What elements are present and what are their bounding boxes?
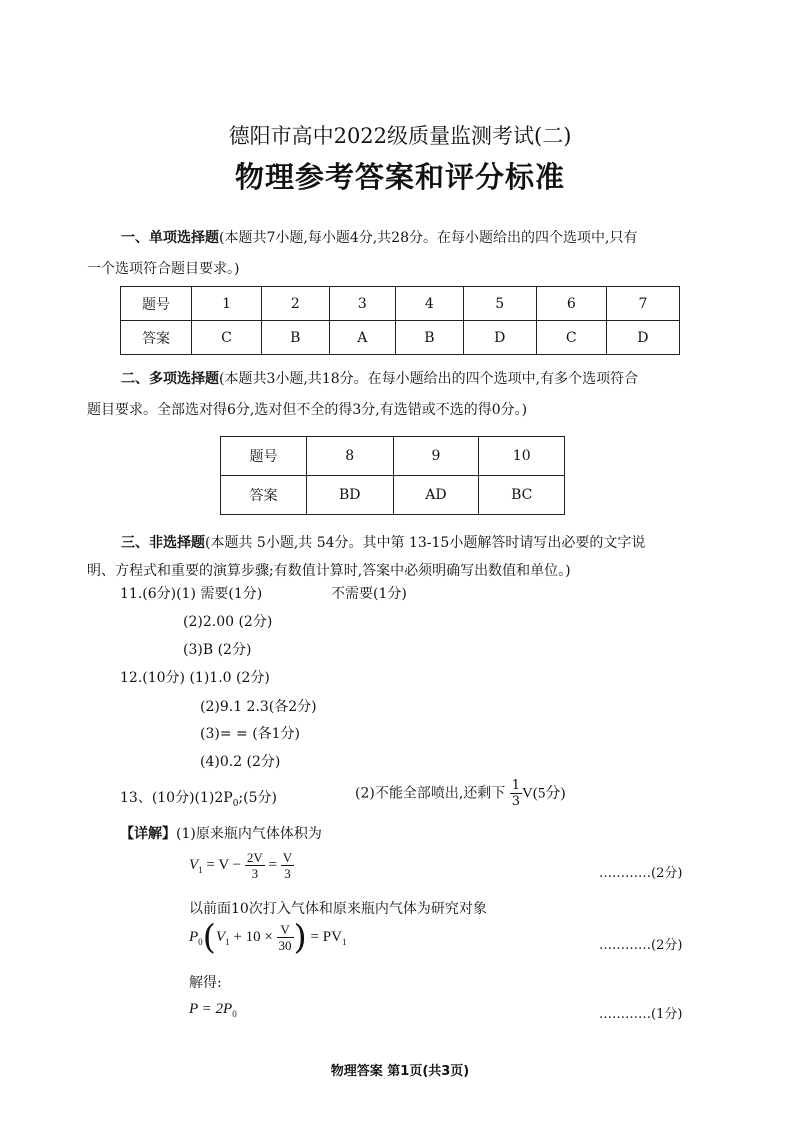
table-cell: 7 xyxy=(606,287,679,321)
table-cell: 5 xyxy=(463,287,536,321)
section1-heading: 一、单项选择题 xyxy=(121,230,219,246)
score-mark-1: …………(2分) xyxy=(599,866,683,881)
q12-line2: (2)9.1 2.3(各2分) xyxy=(200,699,317,715)
table-row xyxy=(121,321,680,355)
score-mark-2: …………(2分) xyxy=(599,938,683,953)
q12-line3: (3)= = (各1分) xyxy=(200,726,301,742)
section2-line1: (本题共3小题,共18分。在每小题给出的四个选项中,有多个选项符合 xyxy=(219,371,639,387)
q11-line2: (2)2.00 (2分) xyxy=(183,614,273,630)
right-paren: ) xyxy=(293,917,307,958)
table-header-cell: 题号 xyxy=(121,287,192,321)
table-cell: 8 xyxy=(307,437,394,476)
section2-heading: 二、多项选择题 xyxy=(121,371,219,387)
table-cell: C xyxy=(536,321,606,355)
score-mark-3: …………(1分) xyxy=(599,1007,683,1022)
equation-3: $P = 2P_0$ xyxy=(189,1001,237,1019)
page-footer: 物理答案 第1页(共3页) xyxy=(330,1064,470,1079)
q13-text2: 以前面10次打入气体和原来瓶内气体为研究对象 xyxy=(189,901,487,917)
table-row xyxy=(221,476,565,515)
table-cell: 4 xyxy=(396,287,464,321)
q13-part1: 13、(10分)$(1)2P_0;(5$分) xyxy=(120,790,278,809)
table-cell: 9 xyxy=(393,437,479,476)
table-cell: 1 xyxy=(192,287,262,321)
table-cell: 10 xyxy=(479,437,565,476)
q11-line1: 11.(6分)(1) 需要(1分) xyxy=(120,586,263,602)
table-cell: A xyxy=(329,321,396,355)
fraction: $\frac{V}{30}$ xyxy=(278,922,292,953)
table-cell: B xyxy=(396,321,464,355)
table-cell: B xyxy=(262,321,330,355)
table-cell: BD xyxy=(307,476,394,515)
table-header-cell: 题号 xyxy=(221,437,307,476)
q11-line1b: 不需要(1分) xyxy=(331,586,407,602)
section1-intro xyxy=(121,223,637,254)
section1-line2: 一个选项符合题目要求。) xyxy=(87,261,240,277)
q12-line4: (4)0.2 (2分) xyxy=(200,754,281,770)
section3-heading: 三、非选择题 xyxy=(121,535,205,551)
q11-line3: (3)B (2分) xyxy=(183,642,252,658)
q13-text3: 解得: xyxy=(189,975,222,991)
q12-line1: 12.(10分) (1)1.0 (2分) xyxy=(120,670,270,686)
fraction: $\frac{1}{3}$ xyxy=(511,778,521,809)
answer-table-multi xyxy=(220,436,565,515)
fraction: $\frac{2V}{3}$ xyxy=(246,850,263,881)
table-cell: D xyxy=(606,321,679,355)
table-cell: C xyxy=(192,321,262,355)
document-subtitle: 物理参考答案和评分标准 xyxy=(234,160,565,194)
q13-detail: 【详解】(1)原来瓶内气体体积为 xyxy=(120,826,322,842)
q13-part2: (2)不能全部喷出,还剩下 $\frac{1}{3}$ V(5分) xyxy=(355,778,566,809)
equation-2: $P_0(V_1 + 10$ × $\frac{V}{30}$ ) = $PV_1$ xyxy=(189,917,347,958)
table-row xyxy=(221,437,565,476)
table-cell: BC xyxy=(479,476,565,515)
table-header-cell: 答案 xyxy=(221,476,307,515)
section3-line1: (本题共 5小题,共 54分。其中第 13-15小题解答时请写出必要的文字说 xyxy=(205,535,646,551)
table-cell: 2 xyxy=(262,287,330,321)
section3-line2: 明、方程式和重要的演算步骤;有数值计算时,答案中必须明确写出数值和单位。) xyxy=(87,563,571,579)
table-cell: 3 xyxy=(329,287,396,321)
table-cell: AD xyxy=(393,476,479,515)
section2-intro xyxy=(121,364,638,395)
section2-line2: 题目要求。全部选对得6分,选对但不全的得3分,有选错或不选的得0分。) xyxy=(87,402,528,418)
document-title: 德阳市高中2022级质量监测考试(二) xyxy=(228,124,572,148)
table-cell: D xyxy=(463,321,536,355)
answer-table-single xyxy=(120,286,680,355)
table-cell: 6 xyxy=(536,287,606,321)
equation-1: $V_1 = V$ − $\frac{2V}{3}$ = $\frac{V}{3}$ xyxy=(189,850,293,881)
table-header-cell: 答案 xyxy=(121,321,192,355)
section3-intro xyxy=(121,528,645,559)
left-paren: ( xyxy=(202,917,216,958)
section1-line1: (本题共7小题,每小题4分,共28分。在每小题给出的四个选项中,只有 xyxy=(219,230,638,246)
fraction: $\frac{V}{3}$ xyxy=(282,850,293,881)
table-row xyxy=(121,287,680,321)
